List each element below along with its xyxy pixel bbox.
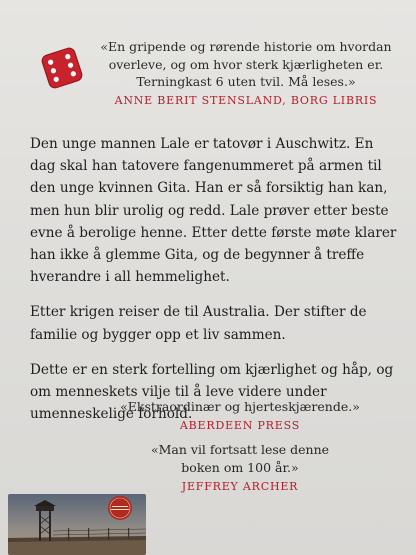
dice-icon	[40, 46, 84, 90]
press-quote	[110, 398, 370, 435]
blurb-paragraph: Etter krigen reiser de til Australia. Der stifter de familie og bygger opp et liv sammen.	[30, 304, 367, 343]
review-line: «En gripende og rørende historie om hvordan	[100, 39, 392, 54]
blurb-paragraph: Dette er en sterk fortelling om kjærlighet og håp, og om menneskets vilje til å leve videre under umenneskelige forhold.	[30, 361, 394, 423]
cover-thumbnail-image	[8, 494, 146, 555]
review-line: overleve, og om hvor sterk kjærligheten er.	[108, 56, 384, 72]
quote-line: boken om 100 år.»	[181, 460, 299, 475]
quote-attribution: ABERDEEN PRESS	[179, 419, 301, 432]
blurb-paragraph: Den unge mannen Lale er tatovør i Auschwitz. En dag skal han tatovere fangenummeret på armen til den unge kvinnen Gita. Han er så forsiktig han kan, men hun blir urolig og redd. Lale prøver etter beste evne å berolige henne. Etter dette første møte klarer han ikke å glemme Gita, og de begynner å treffe hverandre i all hemmelighet.	[30, 136, 397, 286]
review-quote	[86, 38, 406, 109]
quote-attribution: JEFFREY ARCHER	[181, 480, 299, 493]
review-attribution: ANNE BERIT STENSLAND, BORG LIBRIS	[114, 93, 378, 107]
press-quote	[110, 441, 370, 496]
quote-line: «Ekstraordinær og hjerteskjærende.»	[120, 399, 360, 414]
blurb	[30, 133, 402, 438]
quote-line: «Man vil fortsatt lese denne	[150, 442, 330, 457]
review-line: Terningkast 6 uten tvil. Må leses.»	[136, 74, 356, 89]
